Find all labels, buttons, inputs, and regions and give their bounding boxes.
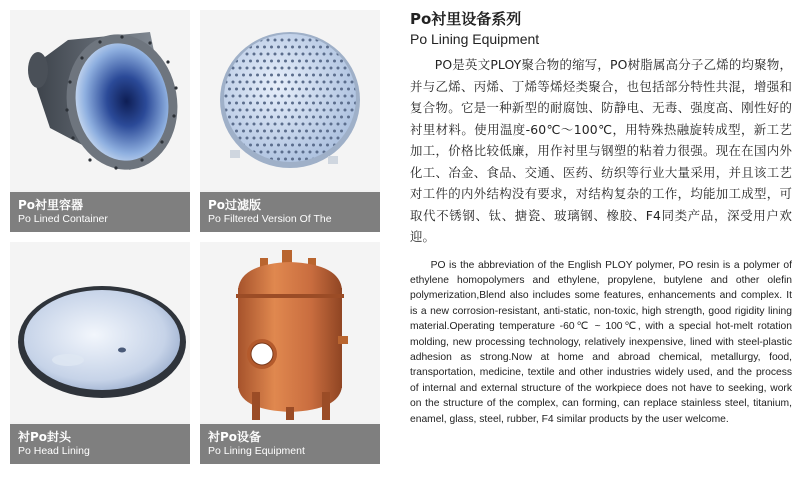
product-card-filter-plate[interactable] — [200, 10, 380, 232]
product-card-head-lining[interactable] — [10, 242, 190, 464]
page-title: Po衬里设备系列 — [410, 10, 522, 28]
product-card-lining-equipment[interactable] — [200, 242, 380, 464]
head-lining-image — [10, 242, 190, 422]
product-title-cn: Po过滤版 — [208, 198, 262, 212]
description-chinese: PO是英文PLOY聚合物的缩写，PO树脂属高分子乙烯的均聚物，并与乙烯、丙烯、丁烯等烯烃类聚合，也包括部分特性共混，增强和复合物。它是一种新型的耐腐蚀、防静电、无毒、强度高、刚性好的衬里材料。使用温度-60℃～100℃，用特殊热融旋转成型，新工艺加工，价格比较低廉，用作衬里与钢塑的粘着力很强。现在在国内外化工、冶金、食品、交通、医药、纺织等行业大量采用，并且该工艺对工件的内外结构没有要求，对结构复杂的工作，均能加工成型，可取代不锈钢、钛、搪瓷、玻璃钢、橡胶、F4同类产品，深受用户欢迎。 — [410, 57, 792, 244]
product-card-lined-container[interactable] — [10, 10, 190, 232]
product-title-en: Po Lining Equipment — [208, 445, 305, 457]
product-title-cn: Po衬里容器 — [18, 198, 84, 212]
filter-plate-image — [200, 10, 380, 190]
product-caption — [200, 424, 380, 464]
description-english: PO is the abbreviation of the English PLOY polymer, PO resin is a polymer of ethylene homopolymers and ethylene, propylene, butylene and other olefin polymerization,Blend also includes some features, enhancements and complex. It is a new corrosion-resistant, anti-static, non-toxic, high strength, good rigidity lining material.Operating temperature -60℃ ~ 100℃, with a special hot-melt rotation molding, new processing technology, relatively inexpensive, lined with steel-plastic adhesion as strong.Now at home and abroad chemical, metallurgy, food, transportation, medicine, textile and other industries widely used, and the process of internal and external structure of the workpiece does not have to seeking, work on the structure of the complex, can forming, can replace stainless steel, titanium, enamel, glass, steel, rubber, F4 similar products by the user welcome. — [410, 259, 792, 425]
product-caption — [10, 424, 190, 464]
product-title-en: Po Lined Container — [18, 213, 108, 225]
product-caption — [10, 192, 190, 232]
page-subtitle: Po Lining Equipment — [410, 31, 540, 47]
lining-equipment-image — [200, 242, 380, 422]
product-title-cn: 衬Po设备 — [208, 430, 262, 444]
product-title-cn: 衬Po封头 — [18, 430, 72, 444]
lined-container-image — [10, 10, 190, 190]
product-title-en: Po Filtered Version Of The — [208, 213, 332, 225]
product-title-en: Po Head Lining — [18, 445, 90, 457]
product-caption — [200, 192, 380, 232]
description-panel — [410, 10, 792, 427]
